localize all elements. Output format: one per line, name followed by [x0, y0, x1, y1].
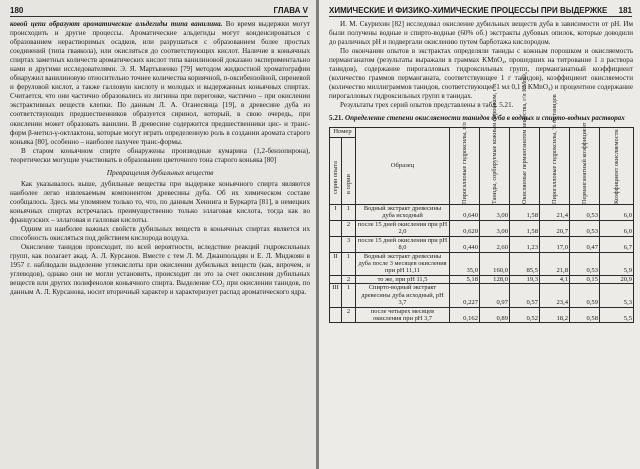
- right-page-number: 181: [618, 6, 632, 15]
- sample-number-cell: 2: [342, 220, 356, 236]
- series-cell: I: [330, 205, 342, 221]
- header-in-series: в серии: [342, 138, 356, 205]
- sample-cell: после четырех месяцев окисления при pH 3,7: [356, 307, 450, 323]
- header-col-3: Окисляемые перманганатом вещества, г/л KMnO₄: [510, 128, 540, 205]
- value-cell: 0,162: [450, 307, 480, 323]
- value-cell: 21,4: [540, 205, 570, 221]
- value-cell: 1,58: [510, 205, 540, 221]
- sample-cell: Водный экстракт древесины дуба после 3 месяцев окисления при pH 11,11: [356, 252, 450, 275]
- value-cell: 5,3: [600, 284, 634, 307]
- table-row: [330, 307, 634, 323]
- value-cell: 0,227: [450, 284, 480, 307]
- value-cell: 0,53: [570, 205, 600, 221]
- value-cell: 19,3: [510, 275, 540, 284]
- paragraph-tannins-3: Окисление танидов происходит, по всей вероятности, вследствие реакций гидроксильных групп, как полагает акад. А. Л. Курсанов. Вместе с тем Л. М. Джанполадян и Е. Л. Мнджоян в 1957 г. наблюдали выделение углекислоты при окислении дубильных веществ (как, впрочем, и углеводов), однако они не могли установить, происходит ли это за счет окисления дубильных веществ или других полифенолов коньячного спирта. Выделение CO₂ при окислении танидов, по данным А. Л. Курсанова, носит вторичный характер и характеризует распад ароматического ядра.: [10, 243, 310, 297]
- header-col-4: Пирогалловые гидроксилы, % от танидов: [540, 128, 570, 205]
- series-cell: [330, 275, 342, 284]
- value-cell: 0,440: [450, 236, 480, 252]
- value-cell: 5,9: [600, 252, 634, 275]
- value-cell: 6,0: [600, 220, 634, 236]
- header-number-group: Номер: [330, 128, 356, 138]
- sample-cell: после 15 дней окисления при pH 2,0: [356, 220, 450, 236]
- value-cell: 0,52: [510, 307, 540, 323]
- paragraph-lead: ковой цепи образуют ароматические альдегиды типа ванилина.: [10, 20, 223, 28]
- sample-cell: Водный экстракт древесины дуба исходный: [356, 205, 450, 221]
- series-cell: III: [330, 284, 342, 307]
- series-cell: II: [330, 252, 342, 275]
- left-page: [0, 0, 316, 469]
- sample-cell: после 15 дней окисления при pH 8,0: [356, 236, 450, 252]
- series-cell: [330, 307, 342, 323]
- sample-number-cell: 1: [342, 284, 356, 307]
- paragraph-body: Во время выдержки могут происходить и другие процессы. Ароматические альдегиды могут конденсироваться с образованием нерастворимых осадков, или разрушаться с образованием более простых соединений (типа гваякола), или окисляться до соответствующих кислот. Наличие в коньячных спиртах заметных количеств ароматических кислот типа ванилиновой доказано экспериментально нами и другими исследователями. Э. Я. Мартыненко [79] методом жидкостной хроматографии обнаружил ванилиновую относительно точнее количества кориячной, п-оксибензойной, сиреневой и феруловой кислот, а также галловую кислоту и молодых и выдержанных коньячных спиртах. Считается, что они частично образовались из лигнина при перегонке, частично – при окислении экстрактивных веществ клепки. По данным Л. А. Оганесянца [19], в древесине дуба из соответствующих предшественников образуется сиринол, который, в свою очередь, при окислении может образовать ванилин. В древесине содержится предшественники цис- и транс-форм β-метил-γ-октлактона, которые могут играть определенную роль в создании аромата старого коньяка [80], особенно – наиболее пахучее транс-формы.: [10, 20, 310, 146]
- header-col-5: Перманганатный коэффициент: [570, 128, 600, 205]
- sample-number-cell: 1: [342, 252, 356, 275]
- table-row: [330, 205, 634, 221]
- value-cell: 0,53: [570, 252, 600, 275]
- value-cell: 0,57: [510, 284, 540, 307]
- value-cell: 5,5: [600, 307, 634, 323]
- table-row: [330, 220, 634, 236]
- header-series: серии опыта: [330, 138, 342, 205]
- sample-number-cell: 3: [342, 236, 356, 252]
- header-col-2: Таниды, сорбируемые кожным порошком, г/л: [480, 128, 510, 205]
- value-cell: 5,18: [450, 275, 480, 284]
- value-cell: 35,0: [450, 252, 480, 275]
- value-cell: 6,7: [600, 236, 634, 252]
- value-cell: 20,9: [600, 275, 634, 284]
- series-cell: [330, 236, 342, 252]
- value-cell: 0,47: [570, 236, 600, 252]
- right-header-title: ХИМИЧЕСКИЕ И ФИЗИКО-ХИМИЧЕСКИЕ ПРОЦЕССЫ ПРИ ВЫДЕРЖКЕ: [329, 6, 608, 15]
- value-cell: 18,2: [540, 307, 570, 323]
- table-row: [330, 284, 634, 307]
- sample-cell: то же, при pH 11,5: [356, 275, 450, 284]
- header-col-6: Коэффициент окисляемости: [600, 128, 634, 205]
- table-header-row-1: [330, 128, 634, 138]
- value-cell: 0,620: [450, 220, 480, 236]
- value-cell: 128,0: [480, 275, 510, 284]
- value-cell: 17,0: [540, 236, 570, 252]
- value-cell: 0,53: [570, 220, 600, 236]
- sample-number-cell: 2: [342, 275, 356, 284]
- right-text-column: [329, 20, 633, 323]
- value-cell: 0,59: [570, 284, 600, 307]
- value-cell: 3,00: [480, 205, 510, 221]
- right-page-header: [329, 3, 632, 17]
- sample-number-cell: 1: [342, 205, 356, 221]
- sample-cell: Спирто-водный экстракт древесины дуба исходный, pH 3,7: [356, 284, 450, 307]
- paragraph-aldehydes: [10, 20, 310, 147]
- left-page-number: 180: [10, 6, 24, 15]
- table-title: Определение степени окисляемости танидов дуба в водных и спирто-водных растворах: [344, 114, 625, 123]
- table-row: [330, 252, 634, 275]
- right-page: [319, 0, 640, 469]
- table-row: [330, 236, 634, 252]
- value-cell: 0,89: [480, 307, 510, 323]
- table-row: [330, 275, 634, 284]
- value-cell: 85,5: [510, 252, 540, 275]
- value-cell: 20,7: [540, 220, 570, 236]
- left-text-column: [10, 20, 310, 297]
- value-cell: 0,58: [570, 307, 600, 323]
- value-cell: 1,58: [510, 220, 540, 236]
- paragraph-body: В старом коньячном спирте обнаружены производные кумарина (1,2-бензопирона), теоретически могущие участвовать в образовании цветочного тона старого коньяка [80]: [10, 146, 310, 164]
- header-col-1: Пирогалловые гидроксилы, г/л: [450, 128, 480, 205]
- value-cell: 6,0: [600, 205, 634, 221]
- paragraph-results-ref: Результаты трех серий опытов представлены в табл. 5.21.: [340, 101, 514, 110]
- value-cell: 0,15: [570, 275, 600, 284]
- paragraph-tannins-1: Как указывалось выше, дубильные вещества при выдержке коньячного спирта являются наиболее легко извлекаемым компонентом древесины дуба. Об их химическом составе сообщалось. Здесь мы упомянем только то, что, по данным Хеннига и Буркарта [81], в немецких коньячных спиртах встречалась преимущественно только эллаговая кислота, тогда как во французских – эллаговая и галловая кислоты.: [10, 179, 310, 224]
- value-cell: 0,97: [480, 284, 510, 307]
- paragraph-skurikhin: И. М. Скурихин [82] исследовал окисление дубильных веществ дуба в зависимости от pH. Им были получены водные и спирто-водные (60% об.) экстракты дубовых опилок, которые доводили до различных pH и подвергали окислению путем барботажа кислородом.: [329, 20, 633, 47]
- value-cell: 21,8: [540, 252, 570, 275]
- value-cell: 0,640: [450, 205, 480, 221]
- value-cell: 23,4: [540, 284, 570, 307]
- value-cell: 2,60: [480, 236, 510, 252]
- left-page-header: [10, 3, 308, 17]
- value-cell: 1,23: [510, 236, 540, 252]
- paragraph-coumarin: [10, 147, 310, 165]
- sample-number-cell: 2: [342, 307, 356, 323]
- paragraph-tannins-2: Одним из наиболее важных свойств дубильных веществ в коньячных спиртах является их способность окисляться под действием кислорода воздуха.: [10, 224, 310, 243]
- left-chapter-title: ГЛАВА V: [273, 6, 308, 15]
- paragraph-methods: По окончании опытов в экстрактах определяли таниды с кожным порошком и окисляемость перманганатом (результаты выражали в граммах KMnO₄, прошедших на титрование 1 л раствора танидов), содержание пирогалловых гидроксильных групп, перманганатный коэффициент (количество граммов перманганата, соответствующее 1 г танидов), коэффициент окисляемости (количество миллиграммов танидов, соответствующее 1 мл 0,1 н KMnO₄) и процентное содержание пирогалловых гидроксильных групп в танидах.: [329, 47, 633, 101]
- section-heading: Превращения дубильных веществ: [106, 167, 214, 177]
- value-cell: 160,0: [480, 252, 510, 275]
- series-cell: [330, 220, 342, 236]
- value-cell: 4,1: [540, 275, 570, 284]
- table-body: [330, 205, 634, 323]
- value-cell: 3,00: [480, 220, 510, 236]
- table-number: 5.21.: [329, 114, 344, 123]
- header-sample: Образец: [356, 128, 450, 205]
